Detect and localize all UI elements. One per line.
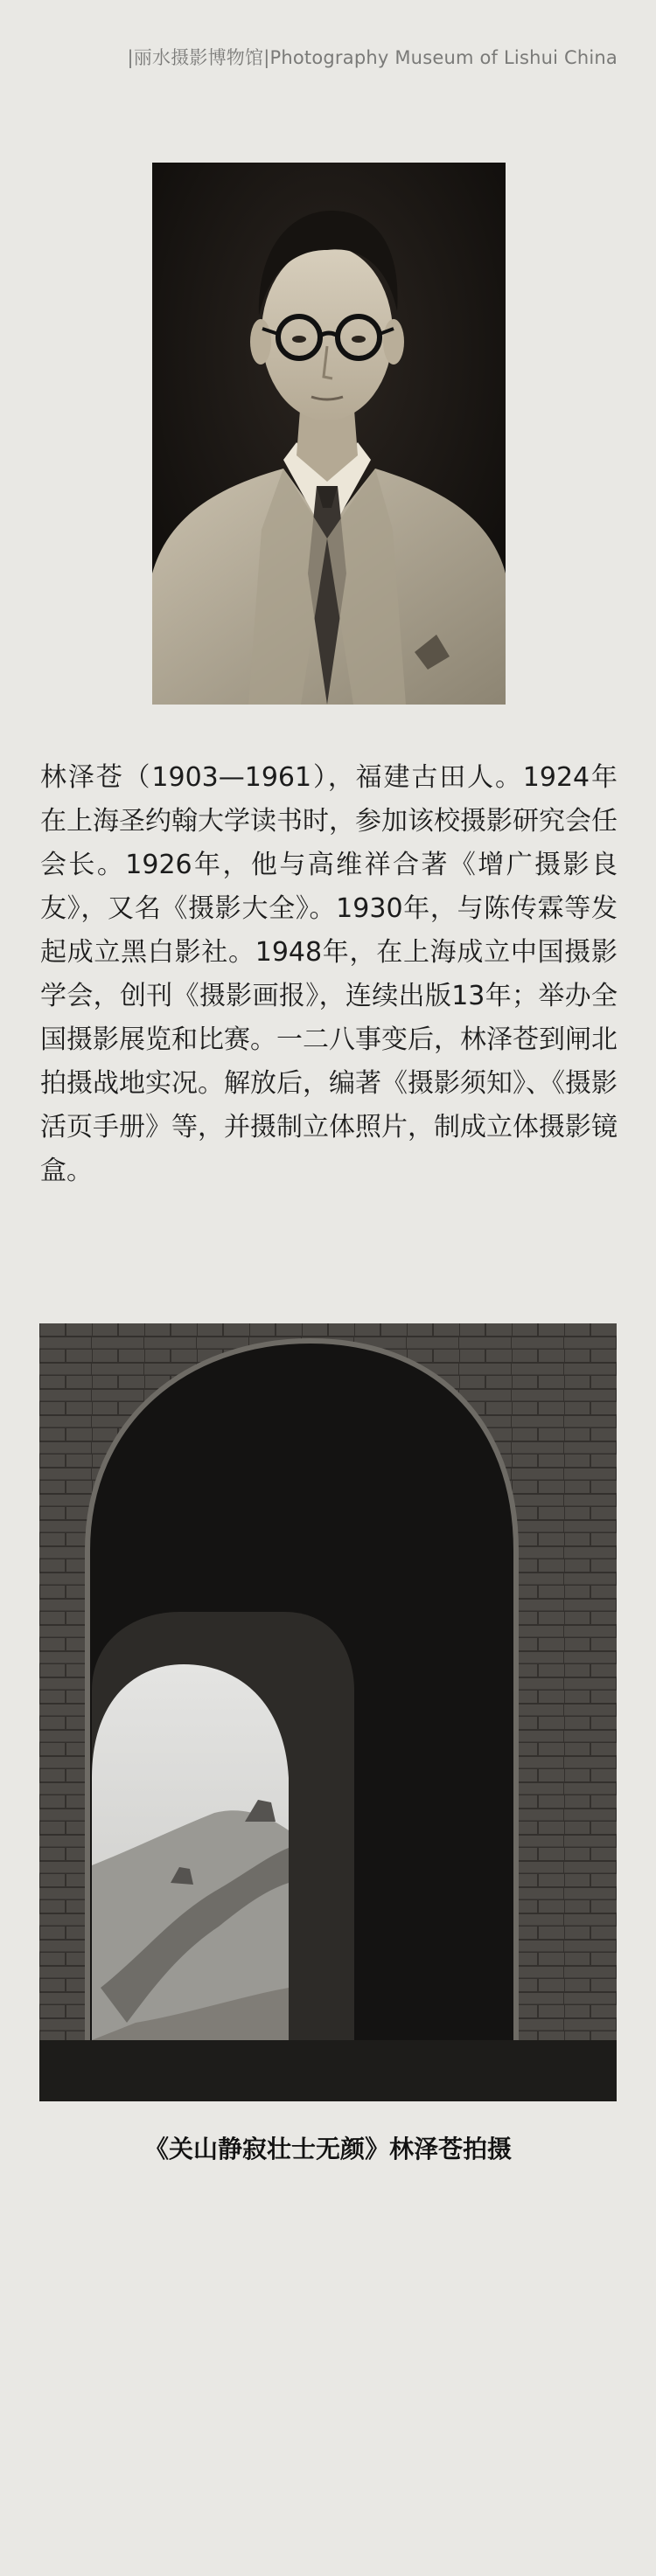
photo-caption: 《关山静寂壮士无颜》林泽苍拍摄 bbox=[143, 2135, 512, 2163]
museum-header: |丽水摄影博物馆|Photography Museum of Lishui China bbox=[127, 47, 618, 68]
biography-text: 林泽苍（1903—1961），福建古田人。1924年在上海圣约翰大学读书时，参加该校摄影研究会任会长。1926年，他与高维祥合著《增广摄影良友》，又名《摄影大全》。1930年，与陈传霖等发起成立黑白影社。1948年，在上海成立中国摄影学会，创刊《摄影画报》，连续出版13年；举办全国摄影展览和比赛。一二八事变后，林泽苍到闸北拍摄战地实况。解放后，编著《摄影须知》、《摄影活页手册》等，并摄制立体照片，制成立体摄影镜盒。 bbox=[40, 762, 618, 1186]
portrait-photo bbox=[152, 163, 506, 705]
great-wall-photo bbox=[39, 1323, 617, 2101]
